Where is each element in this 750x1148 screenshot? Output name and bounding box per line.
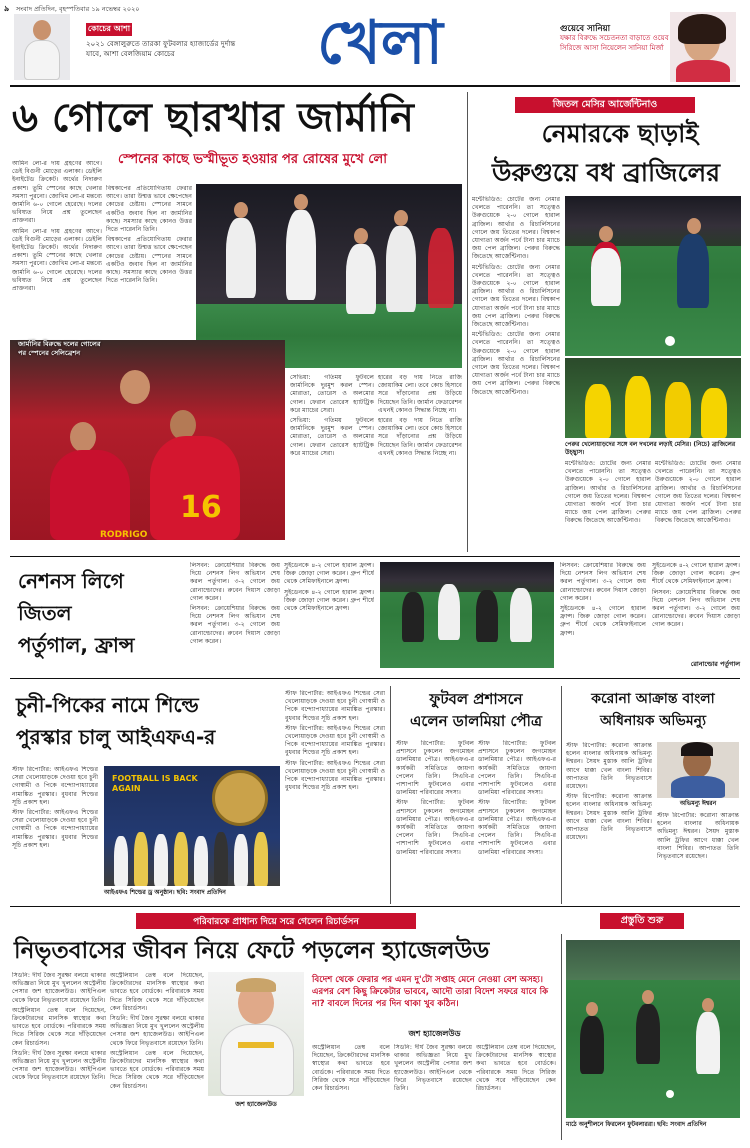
spain-photo: 16 RODRIGO: [10, 340, 285, 540]
lead-subhead: স্পেনের কাছে ভস্মীভূত হওয়ার পর রোষের মুখে লো: [118, 152, 387, 167]
mid-divider-1: [390, 686, 391, 904]
brazil-text: মন্টেভিডিও: চোটের জন্য নেমার খেলতে পারেননি। তা সত্ত্বেও উরুগুয়েকে ২-০ গোলে হারাল ব্রাজিল। আর্থার ও রিচার্লিসনের গোলে জয় তিতের দলের। বিশ্বকাপ যোগ্যতা অর্জন পর্বে টানা চার ম্যাচে জয় পেল ব্রাজিল। পেরুর বিরুদ্ধে জিতেছে আর্জেন্টিনাও। মন্টেভিডিও: চোটের জন্য নেমার খেলতে পারেননি। তা সত্ত্বেও উরুগুয়েকে ২-০ গোলে হারাল ব্রাজিল। আর্থার ও রিচার্লিসনের গোলে জয় তিতের দলের। বিশ্বকাপ যোগ্যতা অর্জন পর্বে টানা চার ম্যাচে জয় পেল ব্রাজিল। পেরুর বিরুদ্ধে জিতেছে আর্জেন্টিনাও। মন্টেভিডিও: চোটের জন্য নেমার খেলতে পারেননি। তা সত্ত্বেও উরুগুয়েকে ২-০ গোলে হারাল ব্রাজিল। আর্থার ও রিচার্লিসনের গোলে জয় তিতের দলের। বিশ্বকাপ যোগ্যতা অর্জন পর্বে টানা চার ম্যাচে জয় পেল ব্রাজিল। পেরুর বিরুদ্ধে জিতেছে আর্জেন্টিনাও।: [472, 196, 560, 396]
hazlewood-quote-by: জশ হ্যাজেলউড: [408, 1029, 461, 1038]
masthead-title: খেলা: [317, 8, 443, 78]
nations-text-2: সুইডেনকে ৪-২ গোলে হারাল ফ্রান্স। জিরু জোড়া গোল করেন। গ্রুপ শীর্ষে থেকে সেমিফাইনালে ফ্রান্স। সুইডেনকে ৪-২ গোলে হারাল ফ্রান্স। জিরু জোড়া গোল করেন। গ্রুপ শীর্ষে থেকে সেমিফাইনালে ফ্রান্স।: [284, 562, 374, 613]
nations-h3: পর্তুগাল, ফ্রান্স: [18, 633, 135, 657]
lead-col2: বিশ্বকাপের প্রতিযোগিতায় ফেরার আগে। তারা উন্মত্ত ভাবে ক্ষেপেছেন কোচের চেষ্টায়। স্পেনের সামনে একটিও জবাব ছিল না জার্মানির কাছে। সমস্যার কাছে কোনও উত্তর দিতে পারেননি তিনি। বিশ্বকাপের প্রতিযোগিতায় ফেরার আগে। তারা উন্মত্ত ভাবে ক্ষেপেছেন কোচের চেষ্টায়। স্পেনের সামনে একটিও জবাব ছিল না জার্মানির কাছে। সমস্যার কাছে কোনও উত্তর দিতে পারেননি তিনি।: [106, 185, 192, 285]
corona-text-1: স্টাফ রিপোর্টার: করোনা আক্রান্ত হলেন বাংলার অধিনায়ক অভিমন্যু ঈশ্বরন। সৈয়দ মুস্তাক আলি ট্রফির আগে ধাক্কা খেল বাংলা শিবির। আপাতত তিনি নিভৃতবাসে রয়েছেন। স্টাফ রিপোর্টার: করোনা আক্রান্ত হলেন বাংলার অধিনায়ক অভিমন্যু ঈশ্বরন। সৈয়দ মুস্তাক আলি ট্রফির আগে ধাক্কা খেল বাংলা শিবির। আপাতত তিনি নিভৃতবাসে রয়েছেন।: [566, 742, 652, 842]
hazlewood-text-1: সিডনি: দীর্ঘ জৈব সুরক্ষা বলয়ে থাকার অভিজ্ঞতা নিয়ে মুখ খুললেন অস্ট্রেলীয় পেসার জশ হ্যাজেলউড। আইপিএল থেকে ফিরে নিভৃতবাসে রয়েছেন তিনি। অস্ট্রেলিয়ান তেম্ব বলে দিয়েছেন, ক্রিকেটারদের মানসিক স্বাস্থ্যের কথা ভাবতে হবে বোর্ডকে। পরিবারকে সময় দিতে সিরিজ থেকে সরে দাঁড়িয়েছেন কেন রিচার্ডসন। সিডনি: দীর্ঘ জৈব সুরক্ষা বলয়ে থাকার অভিজ্ঞতা নিয়ে মুখ খুললেন অস্ট্রেলীয় পেসার জশ হ্যাজেলউড। আইপিএল থেকে ফিরে নিভৃতবাসে রয়েছেন তিনি।: [12, 972, 106, 1082]
dateline: সংবাদ প্রতিদিন, বৃহস্পতিবার ১৯ নভেম্বর ২০২০: [16, 5, 140, 13]
section-rule-3: [10, 906, 740, 907]
hazlewood-text-5: অস্ট্রেলিয়ান তেম্ব বলে দিয়েছেন, ক্রিকেটারদের মানসিক স্বাস্থ্যের কথা ভাবতে হবে বোর্ডকে। পরিবারকে সময় দিতে সিরিজ থেকে সরে দাঁড়িয়েছেন কেন রিচার্ডসন।: [476, 1044, 556, 1093]
chuni-text-1: স্টাফ রিপোর্টার: আইএফএ শিল্ডের সেরা খেলোয়াড়কে দেওয়া হবে চুনী গোস্বামী ও পিকে বন্দ্যোপাধ্যায়ের নামাঙ্কিত পুরস্কার। বুধবার শিল্ডের সূচি প্রকাশ হল। স্টাফ রিপোর্টার: আইএফএ শিল্ডের সেরা খেলোয়াড়কে দেওয়া হবে চুনী গোস্বামী ও পিকে বন্দ্যোপাধ্যায়ের নামাঙ্কিত পুরস্কার। বুধবার শিল্ডের সূচি প্রকাশ হল।: [12, 766, 98, 849]
brazil-headline-2: উরুগুয়ে বধ ব্রাজিলের: [492, 158, 720, 187]
abhimanyu-photo: [657, 742, 739, 798]
chuni-h1: চুনী-পিকের নামে শিল্ডে: [16, 693, 199, 717]
nations-caption: রোনাল্ডোর পর্তুগাল: [690, 660, 740, 668]
dalmiya-text-1: স্টাফ রিপোর্টার: ফুটবল প্রশাসনে ঢুকলেন জগমোহন ডালমিয়ার পৌত্র। আইএফএ-র কার্যকরী সমিতিতে জায়গা পেলেন তিনি। সিএবি-র পাশাপাশি ফুটবলেও এবার ডালমিয়া পরিবারের সদস্য। স্টাফ রিপোর্টার: ফুটবল প্রশাসনে ঢুকলেন জগমোহন ডালমিয়ার পৌত্র। আইএফএ-র কার্যকরী সমিতিতে জায়গা পেলেন তিনি। সিএবি-র পাশাপাশি ফুটবলেও এবার ডালমিয়া পরিবারের সদস্য।: [396, 740, 474, 856]
masthead-rule: [10, 85, 740, 87]
brazil-celebration-photo: [565, 358, 741, 438]
right-teaser-text: যক্ষার বিরুদ্ধে সচেতনতা বাড়াতে ওয়েব সিরিজে আসা নিয়েলেন সানিয়া মির্জা: [560, 34, 669, 52]
prep-tag: প্রস্তুতি শুরু: [600, 913, 684, 929]
lead-col4: হারের বড় দায় নিতে রাজি জোয়াকিম লো। তবে কোচ হিসাবে সরে দাঁড়ানোর প্রশ্ন উড়িয়ে দিয়েছেন তিনি। জার্মান ফেডারেশন এখনই কোনও সিদ্ধান্ত নিচ্ছে না। হারের বড় দায় নিতে রাজি জোয়াকিম লো। তবে কোচ হিসাবে সরে দাঁড়ানোর প্রশ্ন উড়িয়ে দিয়েছেন তিনি। জার্মান ফেডারেশন এখনই কোনও সিদ্ধান্ত নিচ্ছে না।: [378, 374, 462, 457]
practice-photo: [566, 940, 740, 1118]
chuni-h2: পুরস্কার চালু আইএফএ-র: [16, 725, 216, 749]
messi-photo: [565, 196, 741, 356]
spain-inset-text: জার্মানির বিরুদ্ধে দলের গোলের পর স্পেনের সেলিব্রেশন: [18, 340, 101, 357]
lead-headline: ৬ গোলে ছারখার জার্মানি: [12, 95, 414, 141]
left-teaser-text: ২০২১ বেঙ্গালুরুতে তারকা ফুটবলার হ্যাজার্ডের দুর্দান্ত যাবে, আশা বেলজিয়াম কোচের: [86, 39, 236, 58]
brazil-text-3: মন্টেভিডিও: চোটের জন্য নেমার খেলতে পারেননি। তা সত্ত্বেও উরুগুয়েকে ২-০ গোলে হারাল ব্রাজিল। আর্থার ও রিচার্লিসনের গোলে জয় তিতের দলের। বিশ্বকাপ যোগ্যতা অর্জন পর্বে টানা চার ম্যাচে জয় পেল ব্রাজিল। পেরুর বিরুদ্ধে জিতেছে আর্জেন্টিনাও।: [655, 460, 741, 525]
lead-divider: [467, 92, 468, 552]
ifa-caption: আইএফএ শিল্ডের ড্র অনুষ্ঠান। ছবি: সংবাদ প্রতিদিন: [104, 889, 226, 896]
hazlewood-headline: নিভৃতবাসের জীবন নিয়ে ফেটে পড়লেন হ্যাজেলউড: [14, 938, 490, 964]
hazlewood-caption: জশ হ্যাজেলউড: [235, 1100, 277, 1108]
ifa-banner: FOOTBALL IS BACK AGAIN: [112, 774, 198, 793]
practice-caption: মাঠে অনুশীলনে ফিরলেন ফুটবলাররা। ছবি: সংবাদ প্রতিদিন: [566, 1121, 707, 1128]
ifa-event-photo: [104, 766, 280, 886]
dalmiya-h1: ফুটবল প্রশাসনে: [429, 690, 523, 708]
brazil-text-2: মন্টেভিডিও: চোটের জন্য নেমার খেলতে পারেননি। তা সত্ত্বেও উরুগুয়েকে ২-০ গোলে হারাল ব্রাজিল। আর্থার ও রিচার্লিসনের গোলে জয় তিতের দলের। বিশ্বকাপ যোগ্যতা অর্জন পর্বে টানা চার ম্যাচে জয় পেল ব্রাজিল। পেরুর বিরুদ্ধে জিতেছে আর্জেন্টিনাও।: [565, 460, 651, 525]
bottom-divider: [561, 934, 562, 1140]
section-rule-2: [10, 678, 740, 679]
hazlewood-text-3: অস্ট্রেলিয়ান তেম্ব বলে দিয়েছেন, ক্রিকেটারদের মানসিক স্বাস্থ্যের কথা ভাবতে হবে বোর্ডকে। পরিবারকে সময় দিতে সিরিজ থেকে সরে দাঁড়িয়েছেন কেন রিচার্ডসন।: [312, 1044, 390, 1093]
brazil-tag: জিতল মেসির আর্জেন্টিনাও: [515, 97, 695, 113]
sania-photo: [670, 12, 736, 82]
lead-col1: আমিন লো-র দায় গ্রহণের আগে। ডেই বিগুনী মোড়ের এলাকা। ডেইলি ইনাইটেড ক্রিকেট। অর্থের নিদারুণ প্রকাশ। তুমি স্পেনের কাছে খেলার সমস্যা পুরনো। জোখিম লো-র মন্তব্যে জার্মানি ৬-০ গোলে হেরেছে। দলের ভবিষ্যত নিয়ে প্রশ্ন তুলেছেন প্রাক্তনরা। আমিন লো-র দায় গ্রহণের আগে। ডেই বিগুনী মোড়ের এলাকা। ডেইলি ইনাইটেড ক্রিকেট। অর্থের নিদারুণ প্রকাশ। তুমি স্পেনের কাছে খেলার সমস্যা পুরনো। জোখিম লো-র মন্তব্যে জার্মানি ৬-০ গোলে হেরেছে। দলের ভবিষ্যত নিয়ে প্রশ্ন তুলেছেন প্রাক্তনরা।: [12, 160, 102, 293]
abhimanyu-caption: অভিমন্যু ঈশ্বরন: [679, 800, 717, 807]
nations-text-4: সুইডেনকে ৪-২ গোলে হারাল ফ্রান্স। জিরু জোড়া গোল করেন। গ্রুপ শীর্ষে থেকে সেমিফাইনালে ফ্রান্স। লিসবন: ক্রোয়েশিয়ার বিরুদ্ধে জয় দিয়ে নেশনস লিগ অভিযান শেষ করল পর্তুগাল। ৩-২ গোলে জয় রোনাল্ডোদের। রুবেন দিয়াস জোড়া গোল করেন।: [652, 562, 740, 629]
corona-h1: করোনা আক্রান্ত বাংলা: [591, 691, 715, 707]
brazil-caption: পেরুর খেলোয়াড়দের সঙ্গে বল দখলের লড়াই মেসির। (নিচে) ব্রাজিলের উচ্ছ্বাস।: [565, 441, 736, 456]
nations-text-3: লিসবন: ক্রোয়েশিয়ার বিরুদ্ধে জয় দিয়ে নেশনস লিগ অভিযান শেষ করল পর্তুগাল। ৩-২ গোলে জয় রোনাল্ডোদের। রুবেন দিয়াস জোড়া গোল করেন। সুইডেনকে ৪-২ গোলে হারাল ফ্রান্স। জিরু জোড়া গোল করেন। গ্রুপ শীর্ষে থেকে সেমিফাইনালে ফ্রান্স।: [560, 562, 646, 637]
chuni-text-2: স্টাফ রিপোর্টার: আইএফএ শিল্ডের সেরা খেলোয়াড়কে দেওয়া হবে চুনী গোস্বামী ও পিকে বন্দ্যোপাধ্যায়ের নামাঙ্কিত পুরস্কার। বুধবার শিল্ডের সূচি প্রকাশ হল। স্টাফ রিপোর্টার: আইএফএ শিল্ডের সেরা খেলোয়াড়কে দেওয়া হবে চুনী গোস্বামী ও পিকে বন্দ্যোপাধ্যায়ের নামাঙ্কিত পুরস্কার। বুধবার শিল্ডের সূচি প্রকাশ হল। স্টাফ রিপোর্টার: আইএফএ শিল্ডের সেরা খেলোয়াড়কে দেওয়া হবে চুনী গোস্বামী ও পিকে বন্দ্যোপাধ্যায়ের নামাঙ্কিত পুরস্কার। বুধবার শিল্ডের সূচি প্রকাশ হল।: [285, 690, 385, 792]
hazlewood-tag: পরিবারকে প্রাধান্য দিয়ে সরে গেলেন রিচার্ডসন: [136, 913, 416, 929]
mid-divider-2: [561, 686, 562, 904]
page-number: ৯: [4, 4, 10, 13]
brazil-headline-1: নেমারকে ছাড়াই: [541, 119, 699, 148]
lead-col3: সেভিয়া: গতিময় ফুটবলে জার্মানিকে দুরমুশ করল স্পেন। মোরাতা, তোরেস ও অলমোর গোল। ফেরান তোরেস হ্যাটট্রিক করে ম্যাচের সেরা। সেভিয়া: গতিময় ফুটবলে জার্মানিকে দুরমুশ করল স্পেন। মোরাতা, তোরেস ও অলমোর গোল। ফেরান তোরেস হ্যাটট্রিক করে ম্যাচের সেরা।: [290, 374, 374, 457]
portugal-photo: [380, 562, 554, 668]
hazlewood-photo: [208, 972, 304, 1096]
section-rule-1: [10, 556, 740, 557]
left-teaser-title: কোচের আশা: [86, 23, 132, 36]
nations-h2: জিতল: [18, 601, 72, 625]
dalmiya-h2: এলেন ডালমিয়া পৌত্র: [410, 712, 542, 730]
corona-text-2: স্টাফ রিপোর্টার: করোনা আক্রান্ত হলেন বাংলার অধিনায়ক অভিমন্যু ঈশ্বরন। সৈয়দ মুস্তাক আলি ট্রফির আগে ধাক্কা খেল বাংলা শিবির। আপাতত তিনি নিভৃতবাসে রয়েছেন।: [657, 812, 739, 861]
nations-text-1: লিসবন: ক্রোয়েশিয়ার বিরুদ্ধে জয় দিয়ে নেশনস লিগ অভিযান শেষ করল পর্তুগাল। ৩-২ গোলে জয় রোনাল্ডোদের। রুবেন দিয়াস জোড়া গোল করেন। লিসবন: ক্রোয়েশিয়ার বিরুদ্ধে জয় দিয়ে নেশনস লিগ অভিযান শেষ করল পর্তুগাল। ৩-২ গোলে জয় রোনাল্ডোদের। রুবেন দিয়াস জোড়া গোল করেন।: [190, 562, 280, 645]
right-teaser-title: গুয়েবে সানিয়া: [560, 24, 611, 34]
hazlewood-text-4: সিডনি: দীর্ঘ জৈব সুরক্ষা বলয়ে থাকার অভিজ্ঞতা নিয়ে মুখ খুললেন অস্ট্রেলীয় পেসার জশ হ্যাজেলউড। আইপিএল থেকে ফিরে নিভৃতবাসে রয়েছেন তিনি।: [394, 1044, 472, 1093]
nations-h1: নেশনস লিগে: [18, 569, 124, 593]
hazlewood-text-2: অস্ট্রেলিয়ান তেম্ব বলে দিয়েছেন, ক্রিকেটারদের মানসিক স্বাস্থ্যের কথা ভাবতে হবে বোর্ডকে। পরিবারকে সময় দিতে সিরিজ থেকে সরে দাঁড়িয়েছেন কেন রিচার্ডসন। সিডনি: দীর্ঘ জৈব সুরক্ষা বলয়ে থাকার অভিজ্ঞতা নিয়ে মুখ খুললেন অস্ট্রেলীয় পেসার জশ হ্যাজেলউড। আইপিএল থেকে ফিরে নিভৃতবাসে রয়েছেন তিনি। অস্ট্রেলিয়ান তেম্ব বলে দিয়েছেন, ক্রিকেটারদের মানসিক স্বাস্থ্যের কথা ভাবতে হবে বোর্ডকে। পরিবারকে সময় দিতে সিরিজ থেকে সরে দাঁড়িয়েছেন কেন রিচার্ডসন।: [110, 972, 204, 1090]
corona-h2: অধিনায়ক অভিমন্যু: [599, 713, 707, 729]
hazlewood-quote: বিদেশ থেকে ফেরার পর এমন দু'টো সপ্তাহ মেনে নেওয়া বেশ অসহ্য। এরপর বেশ কিছু ক্রিকেটার ভাববে, আদৌ তারা বিদেশ সফরে যাবে কি না? বাবলে দিনের পর দিন থাকা খুব কঠিন।: [312, 975, 549, 1009]
left-teaser-photo: [14, 14, 70, 80]
dalmiya-text-2: স্টাফ রিপোর্টার: ফুটবল প্রশাসনে ঢুকলেন জগমোহন ডালমিয়ার পৌত্র। আইএফএ-র কার্যকরী সমিতিতে জায়গা পেলেন তিনি। সিএবি-র পাশাপাশি ফুটবলেও এবার ডালমিয়া পরিবারের সদস্য। স্টাফ রিপোর্টার: ফুটবল প্রশাসনে ঢুকলেন জগমোহন ডালমিয়ার পৌত্র। আইএফএ-র কার্যকরী সমিতিতে জায়গা পেলেন তিনি। সিএবি-র পাশাপাশি ফুটবলেও এবার ডালমিয়া পরিবারের সদস্য।: [478, 740, 556, 856]
